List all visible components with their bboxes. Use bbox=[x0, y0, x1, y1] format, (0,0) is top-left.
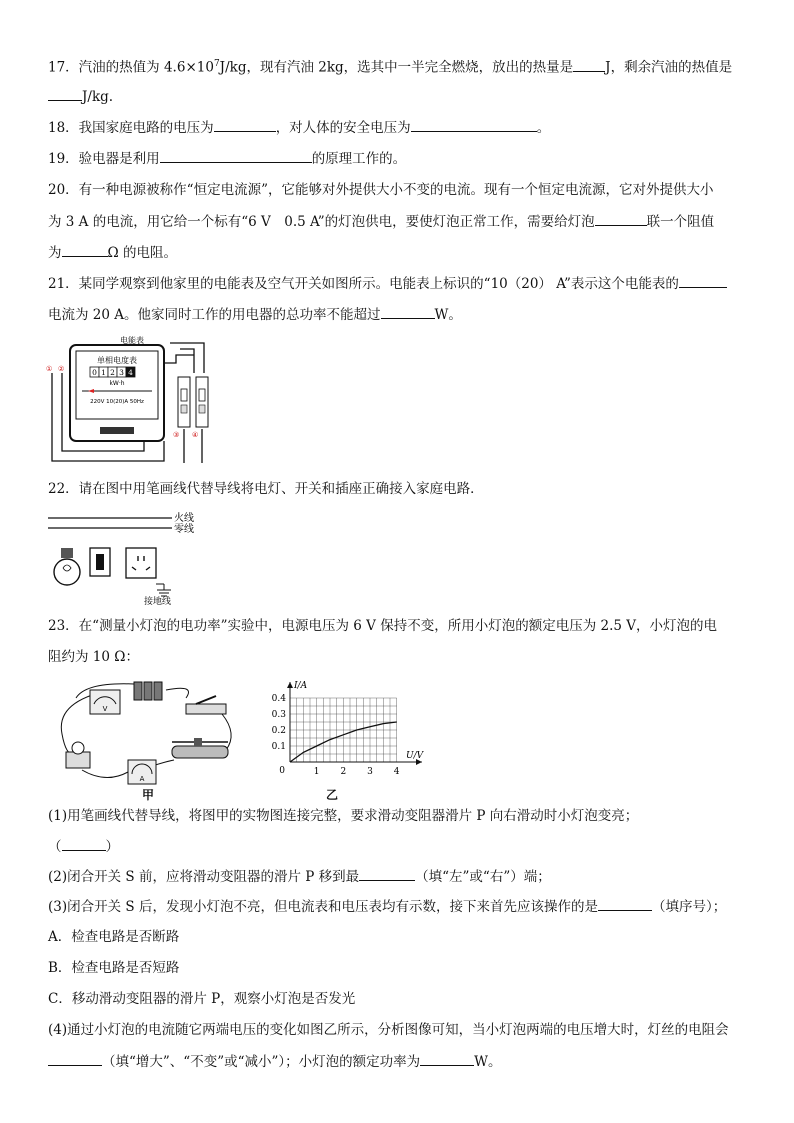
iu-chart-svg bbox=[256, 676, 424, 794]
q17-blank-value[interactable] bbox=[48, 86, 82, 101]
q17-line1 bbox=[48, 54, 732, 78]
figure-caption-b: 乙 bbox=[326, 788, 339, 802]
q20-text-b: 联一个阻值 bbox=[646, 214, 715, 230]
q23-p3-text-a: (3)闭合开关 S 后，发现小灯泡不亮，但电流表和电压表均有示数，接下来首先应该操作的是 bbox=[48, 899, 598, 915]
q23-p2 bbox=[48, 866, 551, 887]
air-switch-left bbox=[178, 377, 190, 427]
q21-blank-2[interactable] bbox=[381, 304, 435, 319]
q23-p1-blank[interactable] bbox=[62, 836, 106, 851]
q23-p3 bbox=[48, 896, 726, 917]
meter-rating: 220V 10(20)A 50Hz bbox=[90, 399, 144, 405]
q18-blank-1[interactable] bbox=[214, 117, 276, 132]
y-axis-arrow bbox=[287, 682, 293, 688]
q21-blank-1[interactable] bbox=[679, 273, 727, 288]
terminal-label: ④ bbox=[192, 431, 199, 439]
terminal-label: ① bbox=[46, 365, 53, 373]
q23-p4-text-b: W。 bbox=[474, 1054, 502, 1070]
rheostat-icon bbox=[172, 738, 228, 758]
q20-line2 bbox=[48, 211, 714, 232]
y-tick-label: 0.2 bbox=[271, 726, 286, 736]
voltmeter-icon bbox=[90, 690, 120, 714]
q23-p3-blank[interactable] bbox=[598, 896, 652, 911]
x-tick-label: 1 bbox=[313, 767, 320, 777]
iu-chart bbox=[256, 676, 424, 802]
q17-line2 bbox=[48, 86, 113, 107]
ground-symbol bbox=[156, 584, 171, 596]
q18-blank-2[interactable] bbox=[411, 117, 537, 132]
y-tick-label: 0.1 bbox=[271, 742, 286, 752]
q23-option-a[interactable]: A．检查电路是否断路 bbox=[48, 929, 180, 945]
meter-caption: 电能表 bbox=[120, 336, 144, 345]
q20-blank-1[interactable] bbox=[595, 211, 647, 226]
q21-text-c: W。 bbox=[434, 307, 462, 323]
q19-line bbox=[48, 148, 406, 169]
meter-unit: kW·h bbox=[109, 380, 125, 387]
y-tick-label: 0.3 bbox=[271, 710, 286, 720]
x-axis-label: U/V bbox=[406, 751, 424, 761]
q23-p4-text-a: （填“增大”、“不变”或“减小”）；小灯泡的额定功率为 bbox=[102, 1054, 421, 1070]
meter-digit: 4 bbox=[128, 368, 133, 377]
q19-text-b: 的原理工作的。 bbox=[311, 151, 407, 167]
x-tick-label: 3 bbox=[367, 767, 373, 777]
origin-label: 0 bbox=[279, 766, 285, 776]
terminal-label: ② bbox=[58, 365, 65, 373]
experiment-circuit-figure bbox=[46, 674, 246, 802]
q23-p4-line1: (4)通过小灯泡的电流随它两端电压的变化如图乙所示，分析图像可知，当小灯泡两端的电压增大时，灯丝的电阻会 bbox=[48, 1022, 729, 1038]
q20-line3 bbox=[48, 242, 177, 263]
q17-exponent: 7 bbox=[213, 59, 220, 69]
live-wire-label: 火线 bbox=[174, 513, 194, 524]
q17-text-c: J，剩余汽油的热值是 bbox=[605, 59, 733, 76]
ground-label: 接地线 bbox=[144, 597, 172, 607]
bulb-icon bbox=[54, 548, 80, 585]
q19-text-a: 19．验电器是利用 bbox=[48, 151, 160, 167]
ammeter-icon bbox=[128, 760, 156, 784]
q18-line bbox=[48, 117, 550, 138]
q17-text-b: J/kg，现有汽油 2kg，选其中一半完全燃烧，放出的热量是 bbox=[219, 59, 574, 76]
q20-text-a: 为 3 A 的电流，用它给一个标有“6 V 0.5 A”的灯泡供电，要使灯泡正常工作，需要给灯泡 bbox=[48, 214, 595, 230]
q20-text-d: Ω 的电阻。 bbox=[107, 245, 177, 261]
q23-line2: 阻约为 10 Ω： bbox=[48, 649, 139, 665]
q17-blank-heat[interactable] bbox=[573, 57, 605, 72]
battery-icon bbox=[134, 682, 162, 700]
household-circuit-figure bbox=[44, 508, 214, 606]
q17-text-d: J/kg. bbox=[82, 89, 114, 105]
q23-p3-text-b: （填序号）； bbox=[651, 899, 727, 915]
q23-line1: 23．在“测量小灯泡的电功率”实验中，电源电压为 6 V 保持不变，所用小灯泡的额定电压为 2.5 V，小灯泡的电 bbox=[48, 618, 717, 634]
q18-text-c: 。 bbox=[536, 120, 551, 136]
meter-digit: 0 bbox=[92, 368, 97, 377]
x-tick-label: 4 bbox=[393, 767, 400, 777]
terminal-label: ③ bbox=[173, 431, 180, 439]
q23-p2-text-b: （填“左”或“右”）端； bbox=[415, 869, 551, 885]
q23-p2-blank[interactable] bbox=[359, 866, 415, 881]
y-axis-label: I/A bbox=[294, 681, 308, 691]
socket-icon bbox=[126, 548, 156, 578]
q20-blank-2[interactable] bbox=[62, 242, 108, 257]
q21-line2 bbox=[48, 304, 462, 325]
neutral-wire-label: 零线 bbox=[174, 524, 194, 535]
svg-text:A: A bbox=[139, 775, 145, 783]
paren-close: ） bbox=[105, 839, 119, 855]
air-switch-right bbox=[196, 377, 208, 427]
q23-p2-text-a: (2)闭合开关 S 前，应将滑动变阻器的滑片 P 移到最 bbox=[48, 869, 360, 885]
q21-text-b: 电流为 20 A。他家同时工作的用电器的总功率不能超过 bbox=[48, 307, 381, 323]
q22-line: 22．请在图中用笔画线代替导线将电灯、开关和插座正确接入家庭电路． bbox=[48, 481, 484, 497]
energy-meter-figure bbox=[44, 333, 224, 468]
svg-text:V: V bbox=[102, 705, 108, 713]
figure-caption-a: 甲 bbox=[142, 788, 155, 802]
q23-p4-blank-2[interactable] bbox=[420, 1051, 474, 1066]
q23-p4-line2 bbox=[48, 1051, 502, 1072]
meter-digit: 1 bbox=[101, 368, 106, 377]
q19-blank[interactable] bbox=[160, 148, 312, 163]
q20-text-c: 为 bbox=[48, 245, 62, 261]
lamp-holder-icon bbox=[66, 742, 90, 768]
q20-line1: 20．有一种电源被称作“恒定电流源”，它能够对外提供大小不变的电流。现有一个恒定电流源，它对外提供大小 bbox=[48, 182, 714, 198]
knife-switch-icon bbox=[186, 696, 226, 714]
x-tick-label: 2 bbox=[340, 767, 347, 777]
q23-option-b[interactable]: B．检查电路是否短路 bbox=[48, 960, 180, 976]
wall-switch-icon bbox=[90, 548, 110, 576]
q23-p1: (1)用笔画线代替导线，将图甲的实物图连接完整，要求滑动变阻器滑片 P 向右滑动时小灯泡变亮； bbox=[48, 808, 639, 824]
paren-open: （ bbox=[48, 839, 62, 855]
meter-digit: 2 bbox=[110, 368, 115, 377]
q18-text-b: ，对人体的安全电压为 bbox=[275, 120, 411, 136]
q23-p1-answer bbox=[48, 836, 119, 857]
meter-digit: 3 bbox=[119, 368, 124, 377]
q21-line1 bbox=[48, 273, 727, 294]
q23-p4-blank-1[interactable] bbox=[48, 1051, 102, 1066]
y-tick-label: 0.4 bbox=[271, 694, 286, 704]
meter-title: 单相电度表 bbox=[97, 356, 137, 365]
q21-text-a: 21．某同学观察到他家里的电能表及空气开关如图所示。电能表上标识的“10（20） A”表示这个电能表的 bbox=[48, 276, 679, 292]
meter-digits bbox=[90, 367, 135, 377]
q17-text-a: 17．汽油的热值为 4.6×10 bbox=[48, 59, 214, 76]
q18-text-a: 18．我国家庭电路的电压为 bbox=[48, 120, 214, 136]
q23-option-c[interactable]: C．移动滑动变阻器的滑片 P，观察小灯泡是否发光 bbox=[48, 991, 356, 1007]
